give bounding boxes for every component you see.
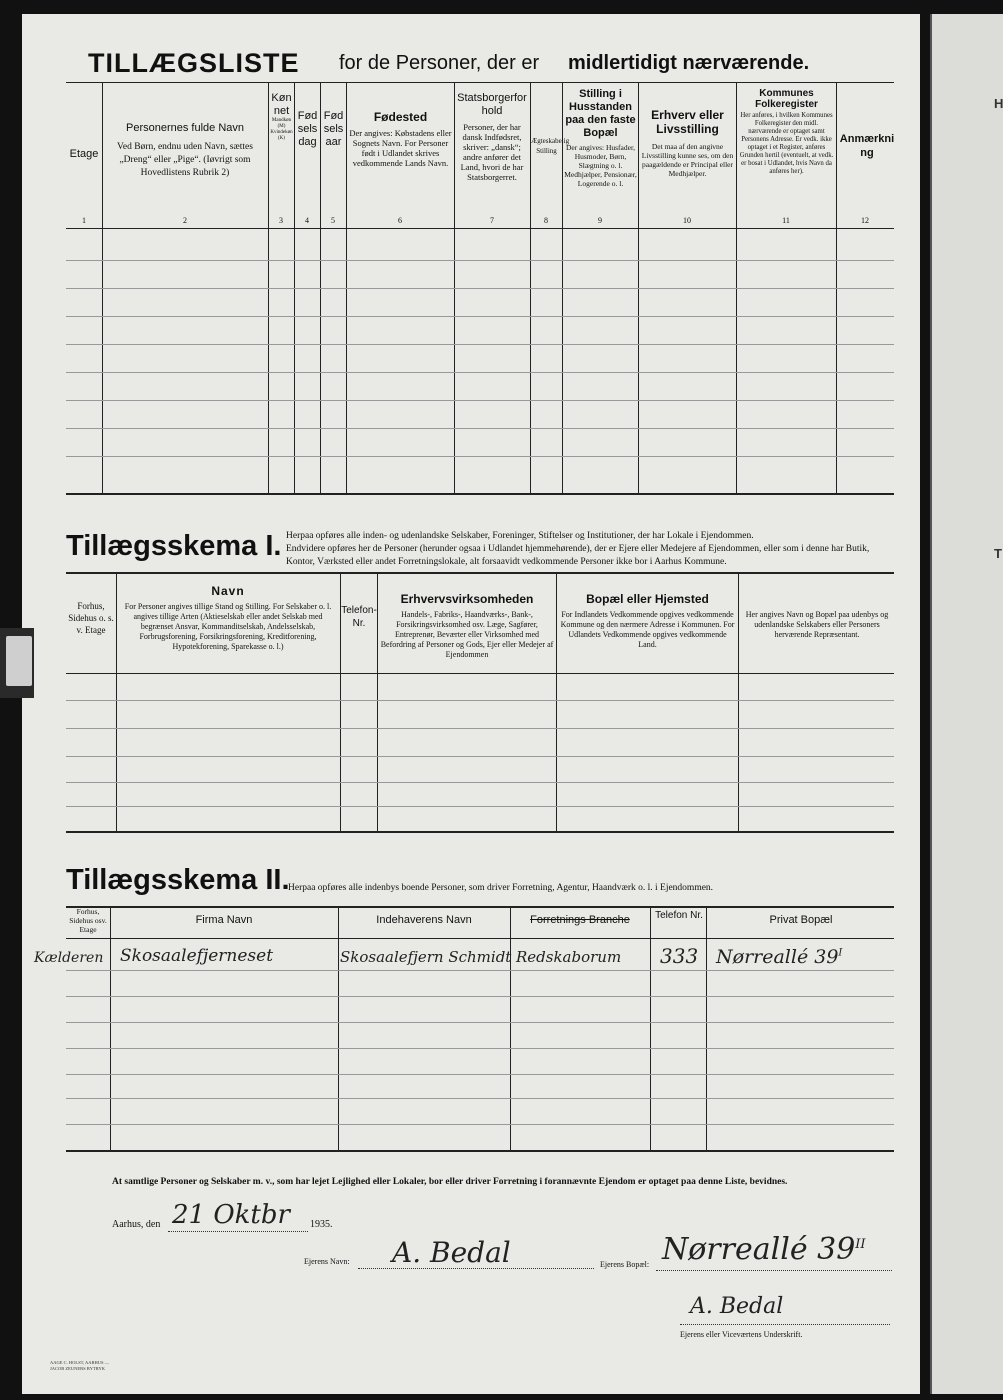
t1-header-statsborger: Statsborgerforhold Personer, der har dansk Indfødsret, skriver: „dansk“; andre anfører det Land, hvori de har Statsborgerret. <box>457 92 527 182</box>
adjacent-page <box>930 14 1003 1394</box>
t1-header-bottom <box>66 228 894 229</box>
t1-bottom-border <box>66 493 894 495</box>
s2-row-etage: Kælderen <box>34 950 104 966</box>
footer-year: 1935. <box>310 1219 333 1230</box>
s1-header-etage: Forhus, Sidehus o. s. v. Etage <box>68 601 114 635</box>
s2-row-line <box>66 1098 894 1099</box>
s2-row-telefon: 333 <box>660 944 699 968</box>
s1-header-telefon: Telefon-Nr. <box>341 605 377 629</box>
s1-row-line <box>66 782 894 783</box>
footer-statement: At samtlige Personer og Selskaber m. v., som har lejet Lejlighed eller Lokaler, bor eller driver Forretning i forannævnte Ejendom er optaget paa denne Liste, bevidnes. <box>112 1177 788 1187</box>
col-number: 4 <box>305 216 309 225</box>
s2-top-border <box>66 906 894 908</box>
s1-top-border <box>66 572 894 574</box>
s2-header-branche: Forretnings Branche <box>530 914 630 926</box>
s1-bottom-border <box>66 831 894 833</box>
t1-header-erhverv: Erhverv eller Livsstilling Det maa af den angivne Livsstilling kunne ses, om den paagældende er Principal eller Medhjælper. <box>641 108 734 178</box>
signature-label: Ejerens eller Viceværtens Underskrift. <box>680 1330 803 1339</box>
t1-header-koen: Kønnet Mandkøn (M) Kvindekøn (K) <box>270 92 293 141</box>
col-number: 10 <box>683 216 691 225</box>
t1-header-etage: Etage <box>69 148 99 160</box>
t1-header-foedselsdag: Fødselsdag <box>297 110 318 148</box>
s2-header-bottom <box>66 938 894 939</box>
s2-row-bopael: Nørreallé $39^I$ <box>716 946 843 968</box>
s2-header-etage: Forhus, Sidehus osv. Etage <box>69 907 107 934</box>
s2-header-telefon: Telefon Nr. <box>655 910 703 921</box>
s1-header-bopael: Bopæl eller Hjemsted For Indlandets Vedkommende opgives vedkommende Kommune og den nærmere Adresse i Kommunen. For Udlandets Vedkommende opgives vedkommende Land. <box>560 592 735 649</box>
col-number: 8 <box>544 216 548 225</box>
s1-header-navn: Navn For Personer angives tillige Stand og Stilling. For Selskaber o. l. angives tillige Arten (Aktieselskab eller andet Selskab med begrænset Ansvar, Kommanditselskab, Andelsselskab, Forbrugsforening, Forsikringsforening, Kreditforening, Hypotekforening, Sparekasse o. l.) <box>124 584 332 651</box>
s2-row-line <box>66 1074 894 1075</box>
t1-row-line <box>66 344 894 345</box>
adjacent-page-mark: H <box>994 96 1003 111</box>
s2-col-line <box>650 906 651 1150</box>
s1-row-line <box>66 806 894 807</box>
t1-header-anmaerkning: Anmærkning <box>839 133 895 159</box>
owner-address-label: Ejerens Bopæl: <box>600 1260 650 1269</box>
t1-header-foedselsaar: Fødselsaar <box>323 110 344 148</box>
col-number: 9 <box>598 216 602 225</box>
t1-row-line <box>66 288 894 289</box>
col-number: 7 <box>490 216 494 225</box>
s1-row-line <box>66 728 894 729</box>
s2-row-line <box>66 996 894 997</box>
col-number: 2 <box>183 216 187 225</box>
t1-header-navn: Personernes fulde Navn Ved Børn, endnu uden Navn, sættes „Dreng“ eller „Pige“. (Iøvrigt som Hovedlistens Rubrik 2) <box>117 122 253 178</box>
owner-name-line <box>358 1268 594 1269</box>
form-title-middle: for de Personer, der er <box>339 52 540 74</box>
s1-col-line <box>738 572 739 831</box>
s2-row-line <box>66 1022 894 1023</box>
t1-row-line <box>66 260 894 261</box>
s2-header-firma: Firma Navn <box>195 914 253 926</box>
t1-header-aegteskab: Ægteskabelig Stilling <box>531 137 570 155</box>
t1-row-line <box>66 456 894 457</box>
s1-col-line <box>116 572 117 831</box>
t1-header-folkeregister: Kommunes Folkeregister Her anføres, i hvilken Kommunes Folkeregister den midl. nærværende er optaget samt Personens Adresse. Er vedk. ikke optaget i et Register, anføres Grunden hertil (eventuelt, at vedk. er bosat i Udlandet, hvis Navn da anføres her). <box>739 88 834 175</box>
t1-row-line <box>66 400 894 401</box>
t1-header-foedested: Fødested Der angives: Købstadens eller Sognets Navn. For Personer født i Udlandet skrives vedkommende Lands Navn. <box>349 110 452 168</box>
schema1-description: Herpaa opføres alle inden- og udenlandske Selskaber, Foreninger, Stiftelser og Institutioner, der har Lokale i Ejendommen. Endvidere opføres her de Personer (herunder ogsaa i Udlandet hjemmehørende), der er Ejere eller Medejere af Ejendommen, eller som i denne har Butik, Kontor, Værksted eller andet Forretningslokale, alt forsaavidt vedkommende Personer ikke bor i Aarhus Kommune. <box>286 531 870 567</box>
col-number: 5 <box>331 216 335 225</box>
s2-bottom-border <box>66 1150 894 1152</box>
s2-row-firma: Skosaalefjerneset <box>120 946 274 966</box>
adjacent-page-mark: T <box>994 546 1002 561</box>
s2-row-line <box>66 1048 894 1049</box>
footer-date-handwritten: 21 Oktbr <box>172 1200 290 1230</box>
t1-row-line <box>66 428 894 429</box>
s2-header-indehaver: Indehaverens Navn <box>376 914 472 926</box>
date-line <box>168 1231 308 1232</box>
binder-clip-inner <box>6 636 32 686</box>
signature: A. Bedal <box>690 1294 784 1319</box>
s1-header-bottom <box>66 673 894 674</box>
col-number: 3 <box>279 216 283 225</box>
s1-header-repraesentant: Her angives Navn og Bopæl paa udenbys og udenlandske Selskabers eller Personers herværende Repræsentant. <box>745 610 889 639</box>
s2-col-line <box>338 906 339 1150</box>
t1-header-stilling: Stilling i Husstanden paa den faste Bopæl Der angives: Husfader, Husmoder, Børn, Slægtning o. l. Medhjælper, Pensionær, Logerende o. l. <box>564 88 637 188</box>
s1-col-line <box>556 572 557 831</box>
schema2-title: Tillægsskema II. <box>66 864 290 896</box>
schema1-title: Tillægsskema I. <box>66 530 282 562</box>
t1-row-line <box>66 316 894 317</box>
s2-col-line <box>706 906 707 1150</box>
schema2-description: Herpaa opføres alle indenbys boende Personer, som driver Forretning, Agentur, Haandværk o. l. i Ejendommen. <box>288 883 714 893</box>
col-number: 11 <box>782 216 790 225</box>
s1-row-line <box>66 700 894 701</box>
s2-row-line <box>66 970 894 971</box>
s2-row-branche: Redskaborum <box>516 948 622 966</box>
s1-header-erhverv: Erhvervsvirksomheden Handels-, Fabriks-, Haandværks-, Bank-, Forsikringsvirksomhed osv. Læge, Sagfører, Entreprenør, Beværter eller Virksomhed med Befordring af Personer og Gods, Ejer eller Medejer af Ejendommen <box>380 592 554 659</box>
col-number: 1 <box>82 216 86 225</box>
col-number: 6 <box>398 216 402 225</box>
s2-col-line <box>110 906 111 1150</box>
owner-name-signature: A. Bedal <box>392 1236 511 1269</box>
t1-row-line <box>66 372 894 373</box>
owner-address-handwritten: Nørreallé $39^{II}$ <box>662 1232 866 1267</box>
form-title-end: midlertidigt nærværende. <box>568 52 810 74</box>
printer-imprint: AAGE C. HOLST, AARHUS — JACOB ZEUNERS BYTRYK <box>50 1360 110 1371</box>
owner-address-line <box>656 1270 892 1271</box>
owner-name-label: Ejerens Navn: <box>304 1257 350 1266</box>
s2-col-line <box>510 906 511 1150</box>
t1-top-border <box>66 82 894 83</box>
s1-col-line <box>377 572 378 831</box>
form-title: TILLÆGSLISTE <box>88 48 300 78</box>
s2-row-line <box>66 1124 894 1125</box>
s2-header-bopael: Privat Bopæl <box>769 914 833 926</box>
signature-line <box>680 1324 890 1325</box>
footer-place-label: Aarhus, den <box>112 1219 161 1230</box>
s2-row-indehaver: Skosaalefjern Schmidt <box>340 948 512 966</box>
col-number: 12 <box>861 216 869 225</box>
s1-row-line <box>66 756 894 757</box>
